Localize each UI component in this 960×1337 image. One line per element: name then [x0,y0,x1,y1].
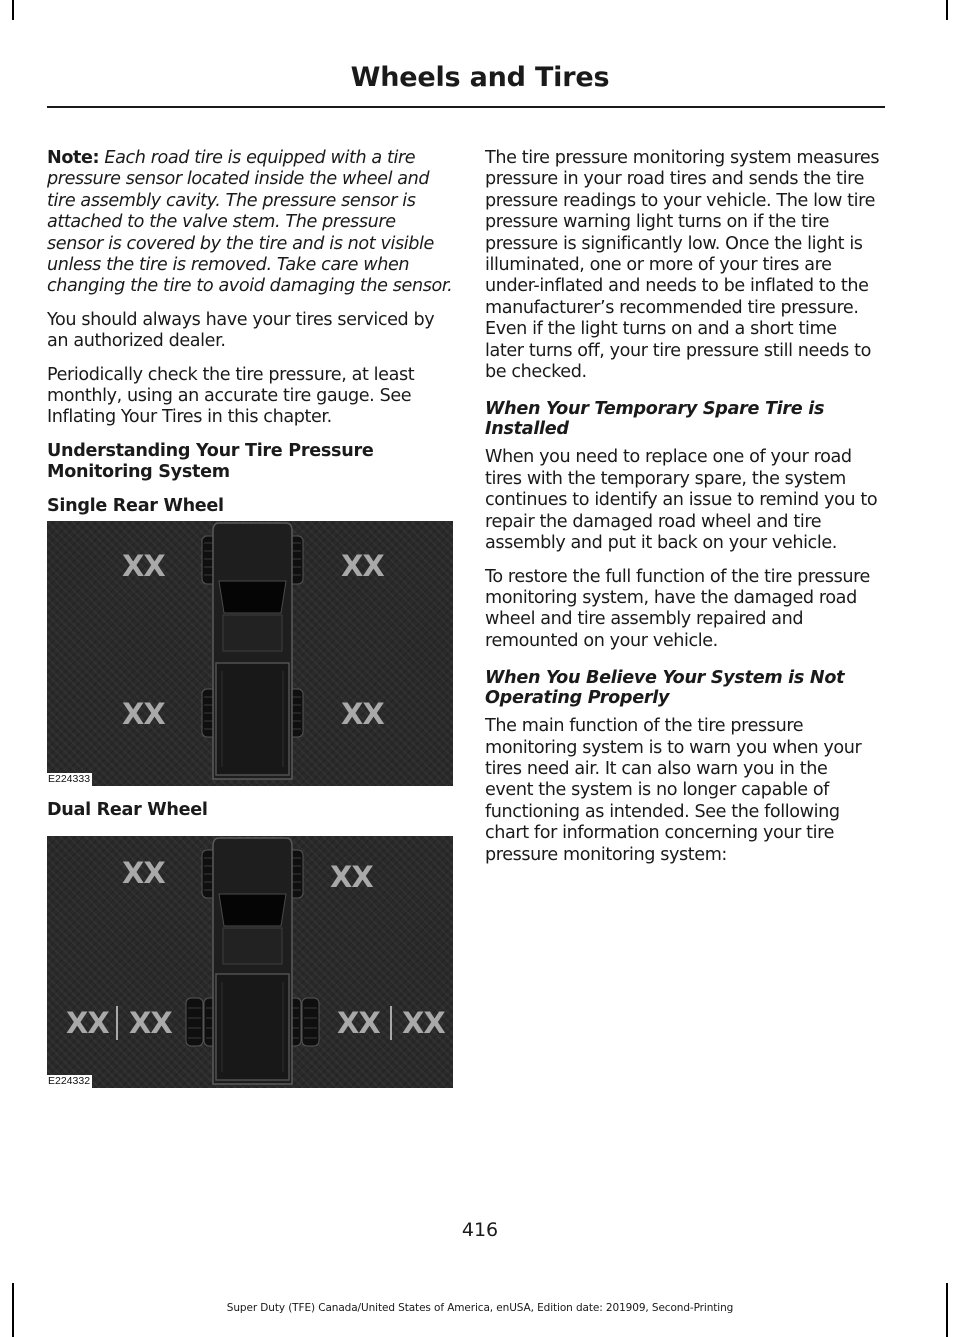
title-divider [47,106,885,108]
spare-tire-heading: When Your Temporary Spare Tire is Installed [485,399,825,440]
section-heading: Understanding Your Tire Pressure Monitoring System [47,440,374,483]
note-text: Each road tire is equipped with a tire pressure sensor located inside the wheel and tire assembly cavity. The pressure sensor is attached to the valve stem. The pressure sensor is covered by the tire and is not visible unless the tire is removed. Take care when changing the tire to avoid damaging the sensor. [47,148,453,297]
check-pressure-paragraph: Periodically check the tire pressure, at least monthly, using an accurate tire gauge. See Inflating Your Tires in this chapter. [47,364,415,428]
not-operating-heading: When You Believe Your System is Not Operating Properly [485,668,845,709]
tire-pressure-rear-right-inner: XX [337,1005,380,1040]
tire-pressure-rear-left: XX [122,697,165,732]
figure-id: E224333 [48,773,91,786]
truck-top-view-icon [47,836,453,1088]
crop-mark [946,0,948,20]
note-label: Note: [47,148,100,168]
tire-pressure-front-left: XX [122,855,165,890]
dual-rear-wheel-figure [47,836,453,1088]
tire-pressure-rear-left-outer: XX [66,1005,109,1040]
page-number: 416 [461,1219,499,1241]
reading-divider [390,1006,392,1040]
figure-id: E224332 [48,1074,91,1087]
crop-mark [12,0,14,20]
note-paragraph [47,148,453,298]
truck-top-view-icon [47,521,453,786]
tire-pressure-front-right: XX [341,549,384,584]
spare-tire-paragraph: When you need to replace one of your road tires with the temporary spare, the system continues to identify an issue to remind you to repair the damaged road wheel and tire assembly and put it back on your vehicle. [485,447,878,554]
reading-divider [116,1006,118,1040]
footer-edition-info: Super Duty (TFE) Canada/United States of America, enUSA, Edition date: 201909, Second-Printing [226,1302,734,1314]
service-paragraph: You should always have your tires serviced by an authorized dealer. [47,309,435,352]
dual-rear-wheel-label: Dual Rear Wheel [47,800,208,821]
single-rear-wheel-label: Single Rear Wheel [47,495,224,516]
single-rear-wheel-figure [47,521,453,786]
tire-pressure-front-left: XX [122,549,165,584]
tire-pressure-rear-right-outer: XX [402,1005,445,1040]
page-title: Wheels and Tires [350,62,610,93]
right-column [485,148,880,878]
tire-pressure-rear-left-inner: XX [129,1005,172,1040]
main-function-paragraph: The main function of the tire pressure monitoring system is to warn you when your tires need air. It can also warn you in the event the system is no longer capable of functioning as intended. See the following chart for information concerning your tire pressure monitoring system: [485,716,862,865]
tpms-overview-paragraph: The tire pressure monitoring system measures pressure in your road tires and sends the tire pressure readings to your vehicle. The low tire pressure warning light turns on if the tire pressure is significantly low. Once the light is illuminated, one or more of your tires are under-inflated and needs to be inflated to the manufacturer’s recommended tire pressure. Even if the light turns on and a short time later turns off, your tire pressure still needs to be checked. [485,148,880,383]
restore-function-paragraph: To restore the full function of the tire pressure monitoring system, have the damaged road wheel and tire assembly repaired and remounted on your vehicle. [485,566,870,651]
tire-pressure-front-right: XX [330,859,373,894]
tire-pressure-rear-right: XX [341,697,384,732]
left-column [47,148,453,1102]
